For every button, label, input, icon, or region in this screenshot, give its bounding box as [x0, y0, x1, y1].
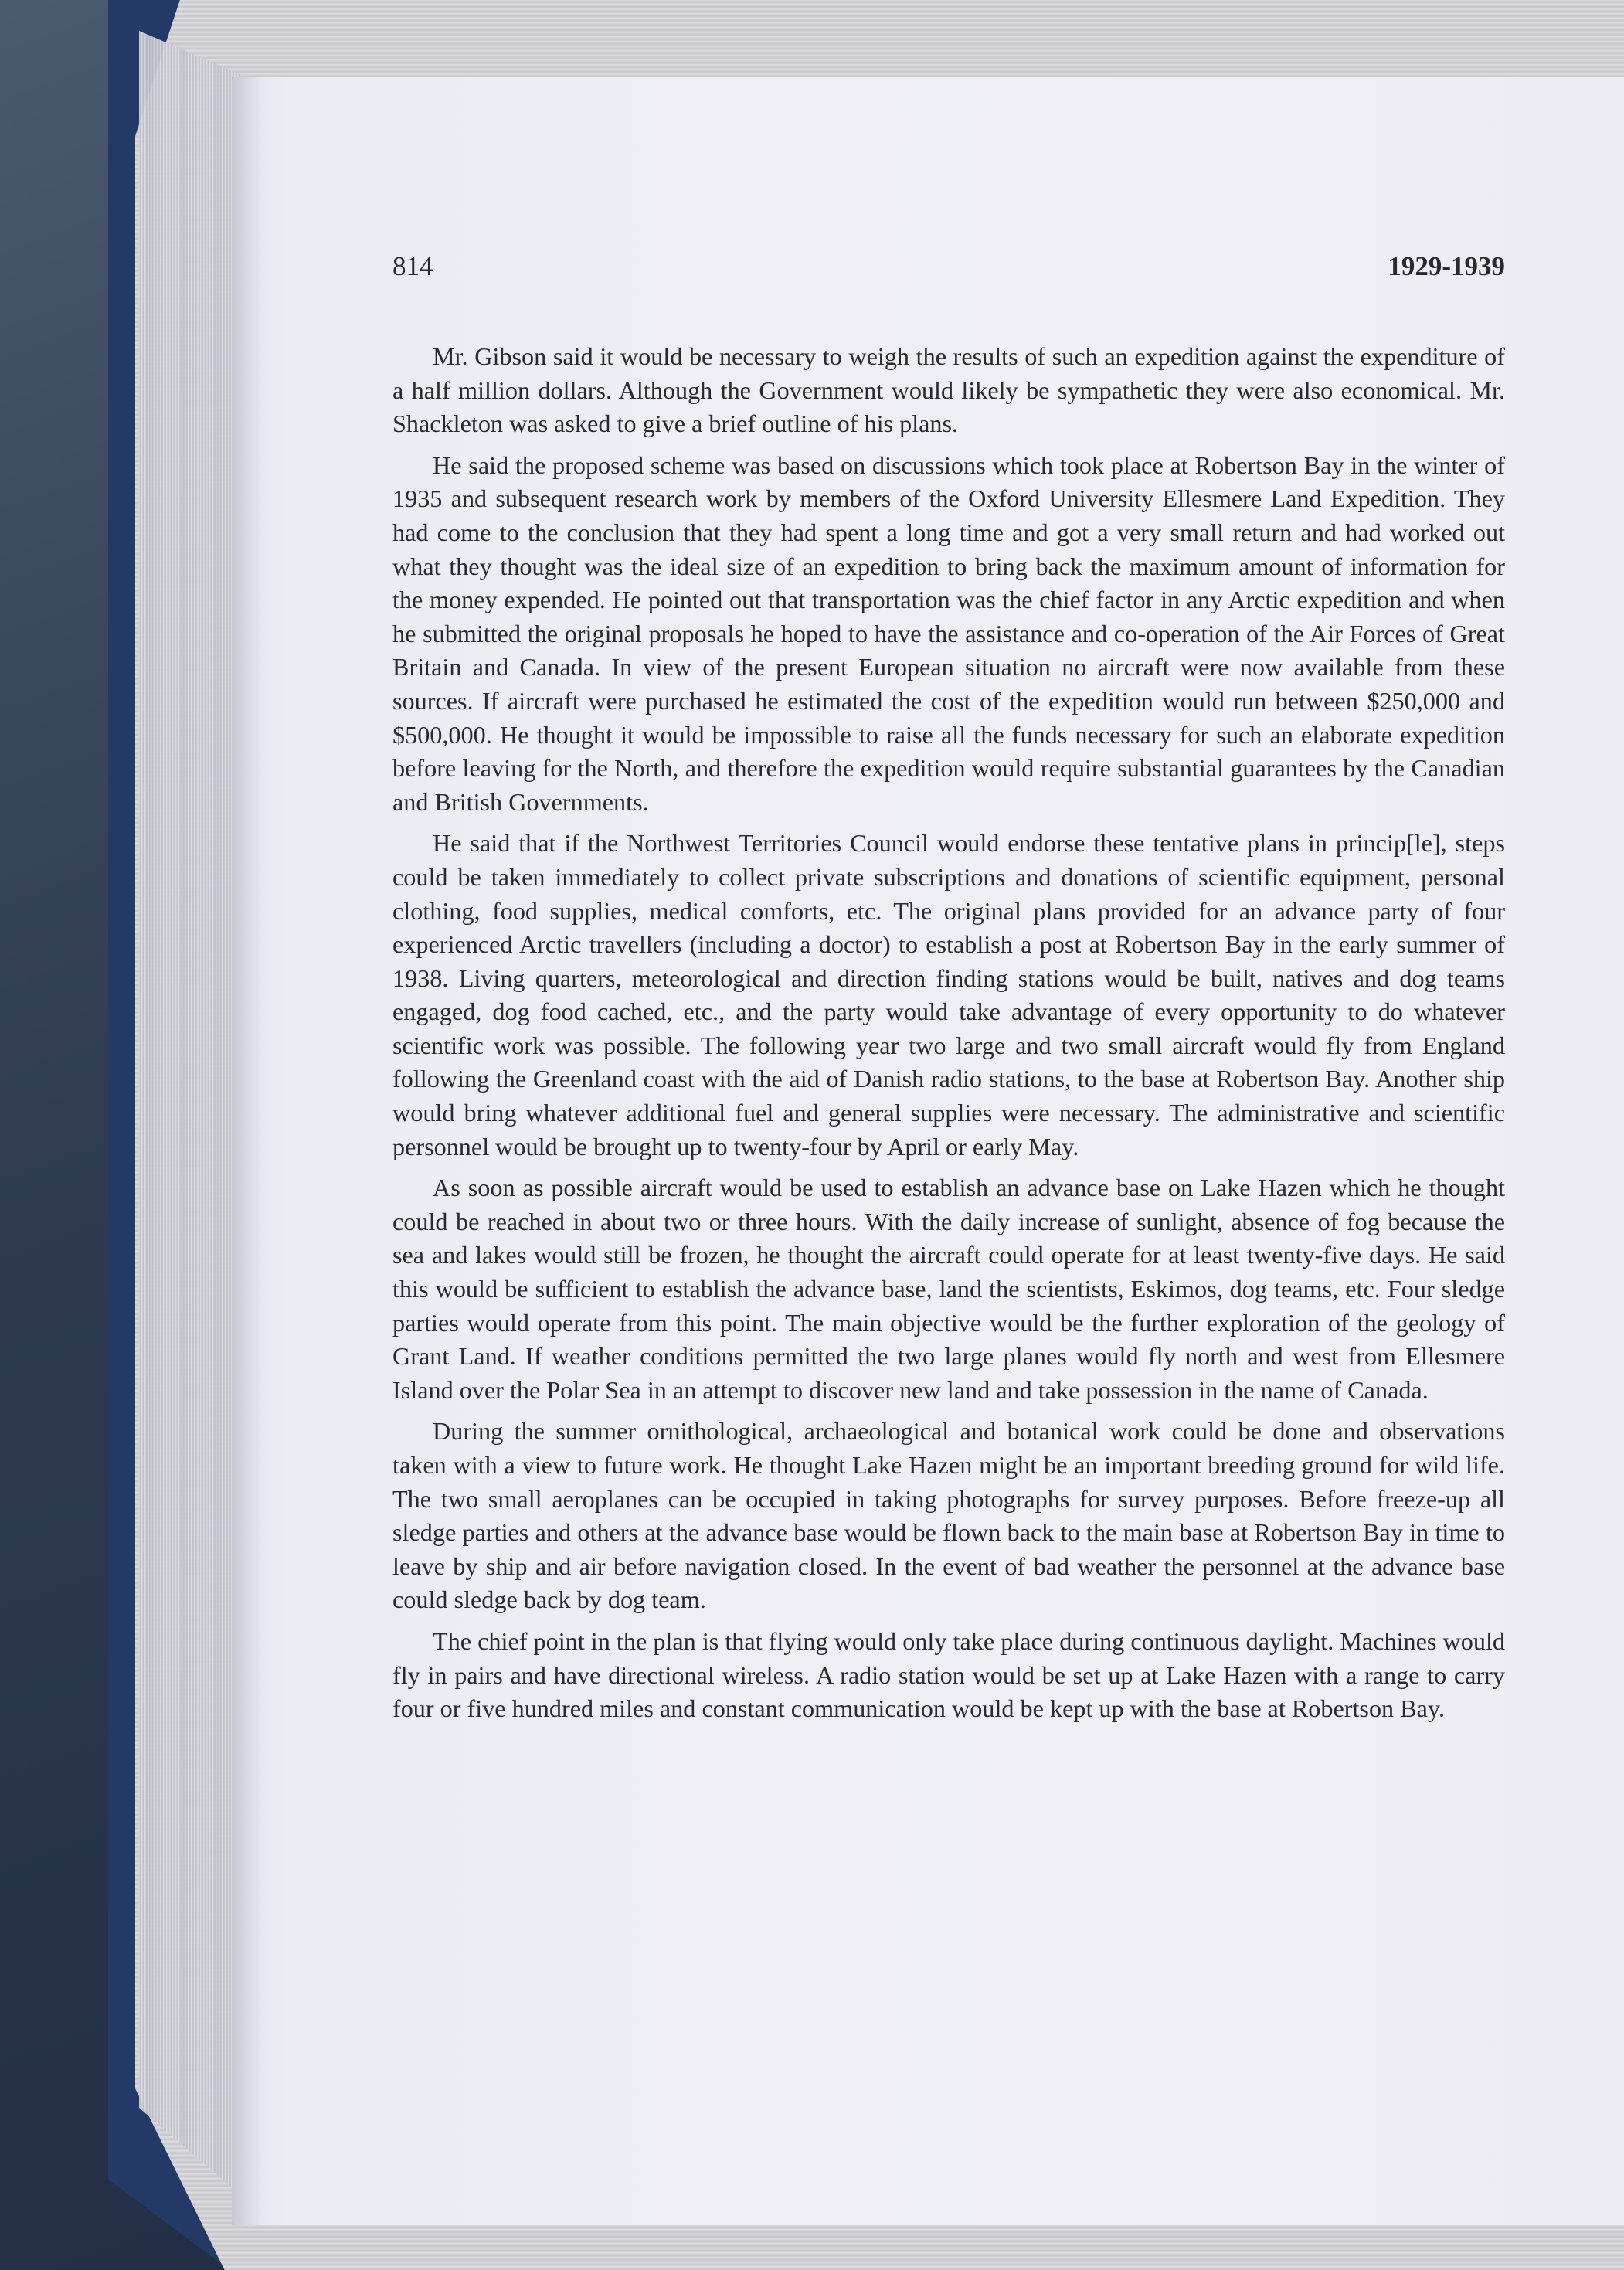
paragraph: He said the proposed scheme was based on discussions which took place at Robertson Bay in the winter of 1935 and subsequent research work by members of the Oxford University Ellesmere Land Expedition. They had come to the conclusion that they had spent a long time and got a very small return and had worked out what they thought was the ideal size of an expedition to bring back the maximum amount of information for the money expended. He pointed out that transportation was the chief factor in any Arctic expedition and when he submitted the original proposals he hoped to have the assistance and co-operation of the Air Forces of Great Britain and Canada. In view of the present European situation no aircraft were now available from these sources. If aircraft were purchased he estimated the cost of the expedition would run between $250,000 and $500,000. He thought it would be impossible to raise all the funds necessary for such an elaborate expedition before leaving for the North, and therefore the expedition would require substantial guarantees by the Canadian and British Governments. — [392, 450, 1505, 816]
page-stack-left-edges — [139, 31, 240, 2194]
paragraph: The chief point in the plan is that flying would only take place during continuous daylight. Machines would fly in pairs and have directional wireless. A radio station would be set up at Lake Hazen with a range to carry four or five hundred miles and constant communication would be kept up with the base at Robertson Bay. — [392, 1626, 1505, 1723]
page-number: 814 — [392, 251, 433, 281]
paragraph: During the summer ornithological, archaeological and botanical work could be done and observations taken with a view to future work. He thought Lake Hazen might be an important breeding ground for wild life. The two small aeroplanes can be occupied in taking photographs for survey purposes. Before freeze-up all sledge parties and others at the advance base would be flown back to the main base at Robertson Bay in time to leave by ship and air before navigation closed. In the event of bad weather the personnel at the advance base could sledge back by dog team. — [392, 1417, 1505, 1614]
page-gutter-shadow — [232, 77, 263, 2225]
page-header — [392, 251, 1505, 297]
running-head: 1929-1939 — [1388, 251, 1505, 281]
paragraph: He said that if the Northwest Territories Council would endorse these tentative plans in princip[le], steps could be taken immediately to collect private subscriptions and donations of scientific equipment, personal clothing, food supplies, medical comforts, etc. The original plans provided for an advance party of four experienced Arctic travellers (including a doctor) to establish a post at Robertson Bay in the early summer of 1938. Living quarters, meteorological and direction finding stations would be built, natives and dog teams engaged, dog food cached, etc., and the party would take advantage of every opportunity to do whatever scientific work was possible. The following year two large and two small aircraft would fly from England following the Greenland coast with the aid of Danish radio stations, to the base at Robertson Bay. Another ship would bring whatever additional fuel and general supplies were necessary. The administrative and scientific personnel would be brought up to twenty-four by April or early May. — [392, 829, 1505, 1160]
body-text — [392, 340, 1505, 1734]
paragraph: As soon as possible aircraft would be used to establish an advance base on Lake Hazen which he thought could be reached in about two or three hours. With the daily increase of sunlight, absence of fog because the sea and lakes would still be frozen, he thought the aircraft could operate for at least twenty-five days. He said this would be sufficient to establish the advance base, land the scientists, Eskimos, dog teams, etc. Four sledge parties would operate from this point. The main objective would be the further exploration of the geology of Grant Land. If weather conditions permitted the two large planes would fly north and west from Ellesmere Island over the Polar Sea in an attempt to discover new land and take possession in the name of Canada. — [392, 1174, 1505, 1404]
paragraph: Mr. Gibson said it would be necessary to weigh the results of such an expedition against the expenditure of a half million dollars. Although the Government would likely be sympathetic they were also economical. Mr. Shackleton was asked to give a brief outline of his plans. — [392, 342, 1505, 438]
